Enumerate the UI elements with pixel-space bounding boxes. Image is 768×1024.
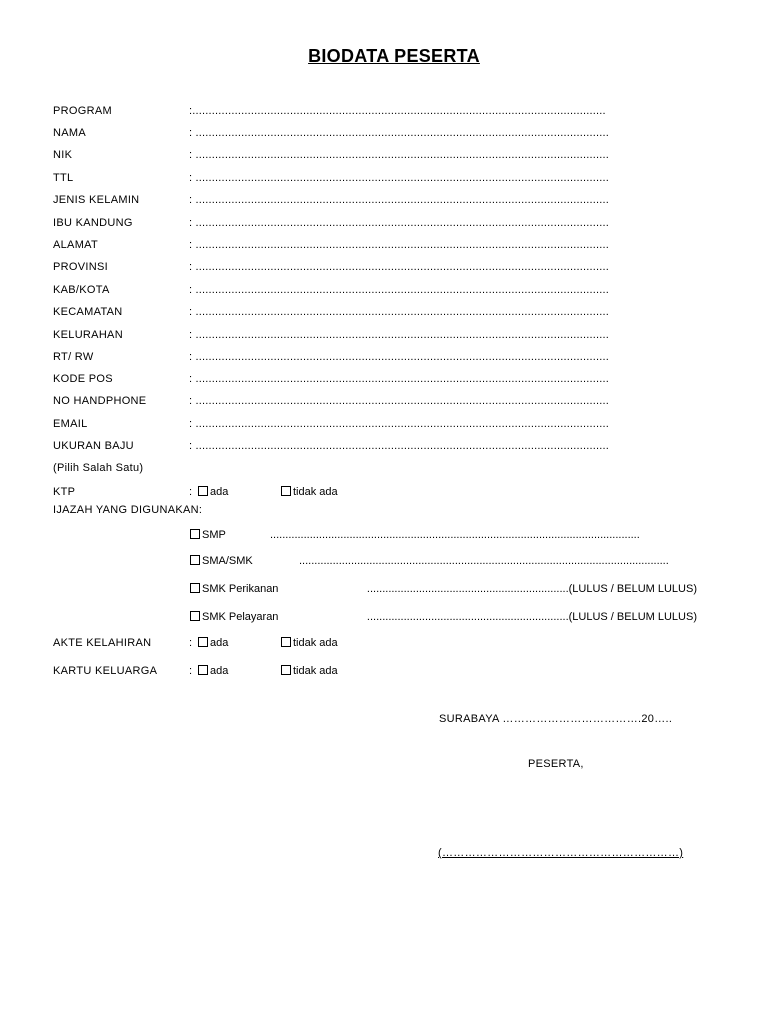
field-label: TTL [53,172,74,184]
kk-option-tidak-ada[interactable]: tidak ada [281,663,338,679]
field-input-line[interactable]: : ............................................................................................................................... [189,329,610,341]
field-label: UKURAN BAJU [53,440,134,452]
ktp-colon: : [189,486,193,498]
akte-label: AKTE KELAHIRAN [53,637,152,649]
field-label: RT/ RW [53,351,94,363]
akte-colon: : [189,637,193,649]
checkbox-icon[interactable] [281,486,291,496]
field-input-line[interactable]: : ............................................................................................................................... [189,418,610,430]
field-input-line[interactable]: : ............................................................................................................................... [189,373,610,385]
field-input-line[interactable]: :............................................................................................................................... [189,105,606,117]
field-input-line[interactable]: : ............................................................................................................................... [189,284,610,296]
ijazah-smp-dots: ......................................................................................................................... [270,529,640,541]
field-label: KAB/KOTA [53,284,110,296]
checkbox-icon[interactable] [198,665,208,675]
checkbox-icon[interactable] [281,637,291,647]
field-label: KELURAHAN [53,329,123,341]
field-label: ALAMAT [53,239,98,251]
field-input-line[interactable]: : ............................................................................................................................... [189,351,610,363]
ijazah-smk-pelayaran-dots: ..................................................................(LULUS / BELUM LULUS) [366,611,697,623]
ijazah-label: IJAZAH YANG DIGUNAKAN: [53,504,203,516]
checkbox-icon[interactable] [198,637,208,647]
field-label: EMAIL [53,418,88,430]
ijazah-option-smk-perikanan[interactable]: SMK Perikanan [190,581,278,597]
ijazah-sma-smk-dots: ......................................................................................................................... [299,555,669,567]
field-label: PROVINSI [53,261,108,273]
akte-option-ada[interactable]: ada [198,635,228,651]
field-label: NO HANDPHONE [53,395,147,407]
pilih-note: (Pilih Salah Satu) [53,462,144,474]
field-label: NAMA [53,127,86,139]
field-input-line[interactable]: : ............................................................................................................................... [189,395,610,407]
checkbox-icon[interactable] [190,555,200,565]
ijazah-smk-perikanan-dots: ..................................................................(LULUS / BELUM LULUS) [366,583,697,595]
checkbox-icon[interactable] [198,486,208,496]
checkbox-icon[interactable] [281,665,291,675]
field-input-line[interactable]: : ............................................................................................................................... [189,217,610,229]
field-label: JENIS KELAMIN [53,194,140,206]
field-input-line[interactable]: : ............................................................................................................................... [189,239,610,251]
field-input-line[interactable]: : ............................................................................................................................... [189,149,610,161]
signature-line: (………………………………………………………) [438,847,684,859]
ktp-label: KTP [53,486,76,498]
field-input-line[interactable]: : ............................................................................................................................... [189,127,610,139]
field-input-line[interactable]: : ............................................................................................................................... [189,306,610,318]
ktp-option-ada[interactable]: ada [198,484,228,500]
field-label: PROGRAM [53,105,112,117]
kk-colon: : [189,665,193,677]
ijazah-option-sma-smk[interactable]: SMA/SMK [190,553,253,569]
kk-option-ada[interactable]: ada [198,663,228,679]
place-date: SURABAYA ……………………………….20….. [439,713,673,725]
checkbox-icon[interactable] [190,611,200,621]
ijazah-option-smp[interactable]: SMP [190,527,226,543]
field-label: KECAMATAN [53,306,123,318]
checkbox-icon[interactable] [190,529,200,539]
akte-option-tidak-ada[interactable]: tidak ada [281,635,338,651]
field-input-line[interactable]: : ............................................................................................................................... [189,194,610,206]
kk-label: KARTU KELUARGA [53,665,158,677]
ktp-option-tidak-ada[interactable]: tidak ada [281,484,338,500]
checkbox-icon[interactable] [190,583,200,593]
field-input-line[interactable]: : ............................................................................................................................... [189,172,610,184]
field-input-line[interactable]: : ............................................................................................................................... [189,261,610,273]
field-label: IBU KANDUNG [53,217,133,229]
field-label: KODE POS [53,373,113,385]
ijazah-option-smk-pelayaran[interactable]: SMK Pelayaran [190,609,278,625]
field-label: NIK [53,149,73,161]
peserta-label: PESERTA, [528,758,584,770]
field-input-line[interactable]: : ............................................................................................................................... [189,440,610,452]
page-title: BIODATA PESERTA [308,46,480,66]
